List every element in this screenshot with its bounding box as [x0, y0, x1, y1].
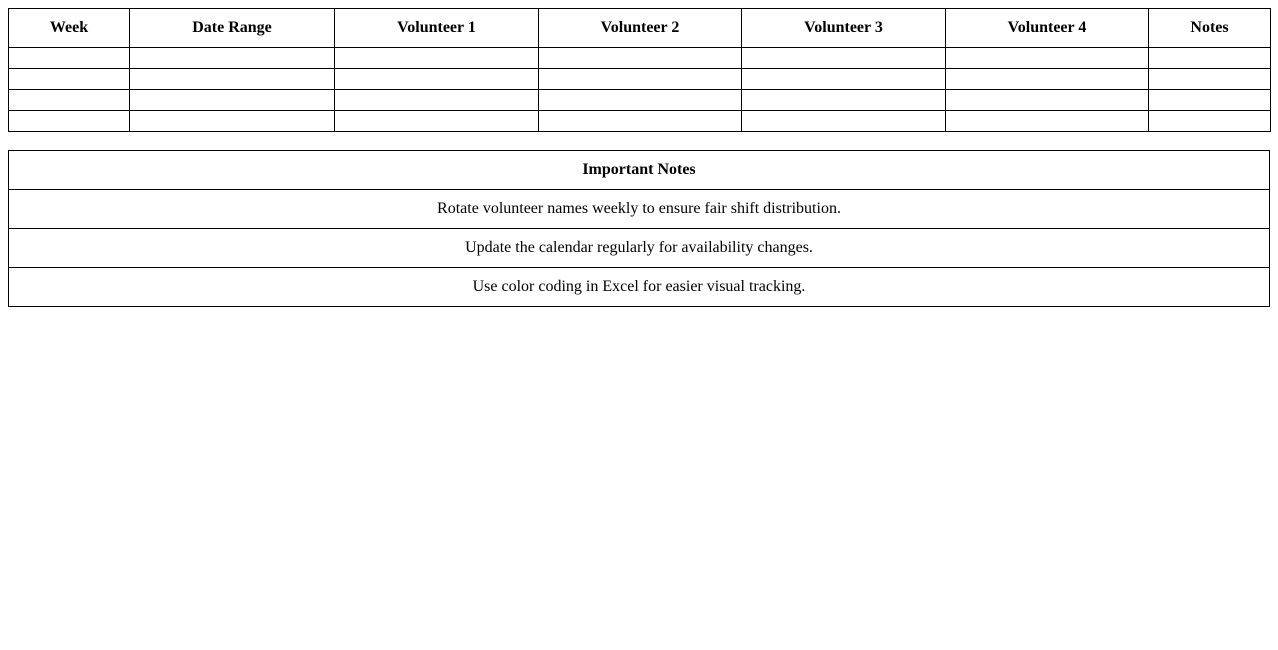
cell-volunteer-1[interactable] — [335, 48, 539, 69]
volunteer-schedule-table — [8, 8, 1271, 132]
header-date-range: Date Range — [130, 9, 335, 48]
table-row — [9, 90, 1271, 111]
table-row — [9, 69, 1271, 90]
header-volunteer-1: Volunteer 1 — [335, 9, 539, 48]
cell-volunteer-3[interactable] — [742, 69, 946, 90]
note-item: Use color coding in Excel for easier visual tracking. — [9, 268, 1270, 307]
schedule-header-row — [9, 9, 1271, 48]
cell-volunteer-3[interactable] — [742, 111, 946, 132]
cell-notes[interactable] — [1149, 69, 1271, 90]
cell-volunteer-2[interactable] — [539, 48, 742, 69]
page — [8, 8, 1270, 307]
cell-notes[interactable] — [1149, 48, 1271, 69]
note-item: Update the calendar regularly for availability changes. — [9, 229, 1270, 268]
table-row — [9, 111, 1271, 132]
notes-title: Important Notes — [9, 151, 1270, 190]
cell-volunteer-4[interactable] — [946, 69, 1149, 90]
cell-notes[interactable] — [1149, 111, 1271, 132]
header-week: Week — [9, 9, 130, 48]
header-volunteer-2: Volunteer 2 — [539, 9, 742, 48]
important-notes-table — [8, 150, 1270, 307]
cell-volunteer-1[interactable] — [335, 111, 539, 132]
cell-date-range[interactable] — [130, 48, 335, 69]
table-row — [9, 48, 1271, 69]
cell-week[interactable] — [9, 48, 130, 69]
cell-volunteer-2[interactable] — [539, 111, 742, 132]
notes-header-row — [9, 151, 1270, 190]
list-item — [9, 229, 1270, 268]
cell-volunteer-2[interactable] — [539, 90, 742, 111]
cell-volunteer-2[interactable] — [539, 69, 742, 90]
header-notes: Notes — [1149, 9, 1271, 48]
cell-date-range[interactable] — [130, 90, 335, 111]
cell-week[interactable] — [9, 111, 130, 132]
list-item — [9, 190, 1270, 229]
cell-date-range[interactable] — [130, 69, 335, 90]
cell-volunteer-3[interactable] — [742, 90, 946, 111]
cell-volunteer-4[interactable] — [946, 90, 1149, 111]
cell-week[interactable] — [9, 90, 130, 111]
header-volunteer-4: Volunteer 4 — [946, 9, 1149, 48]
cell-volunteer-1[interactable] — [335, 69, 539, 90]
cell-volunteer-3[interactable] — [742, 48, 946, 69]
list-item — [9, 268, 1270, 307]
cell-notes[interactable] — [1149, 90, 1271, 111]
note-item: Rotate volunteer names weekly to ensure fair shift distribution. — [9, 190, 1270, 229]
cell-date-range[interactable] — [130, 111, 335, 132]
cell-volunteer-1[interactable] — [335, 90, 539, 111]
cell-volunteer-4[interactable] — [946, 111, 1149, 132]
cell-volunteer-4[interactable] — [946, 48, 1149, 69]
cell-week[interactable] — [9, 69, 130, 90]
header-volunteer-3: Volunteer 3 — [742, 9, 946, 48]
